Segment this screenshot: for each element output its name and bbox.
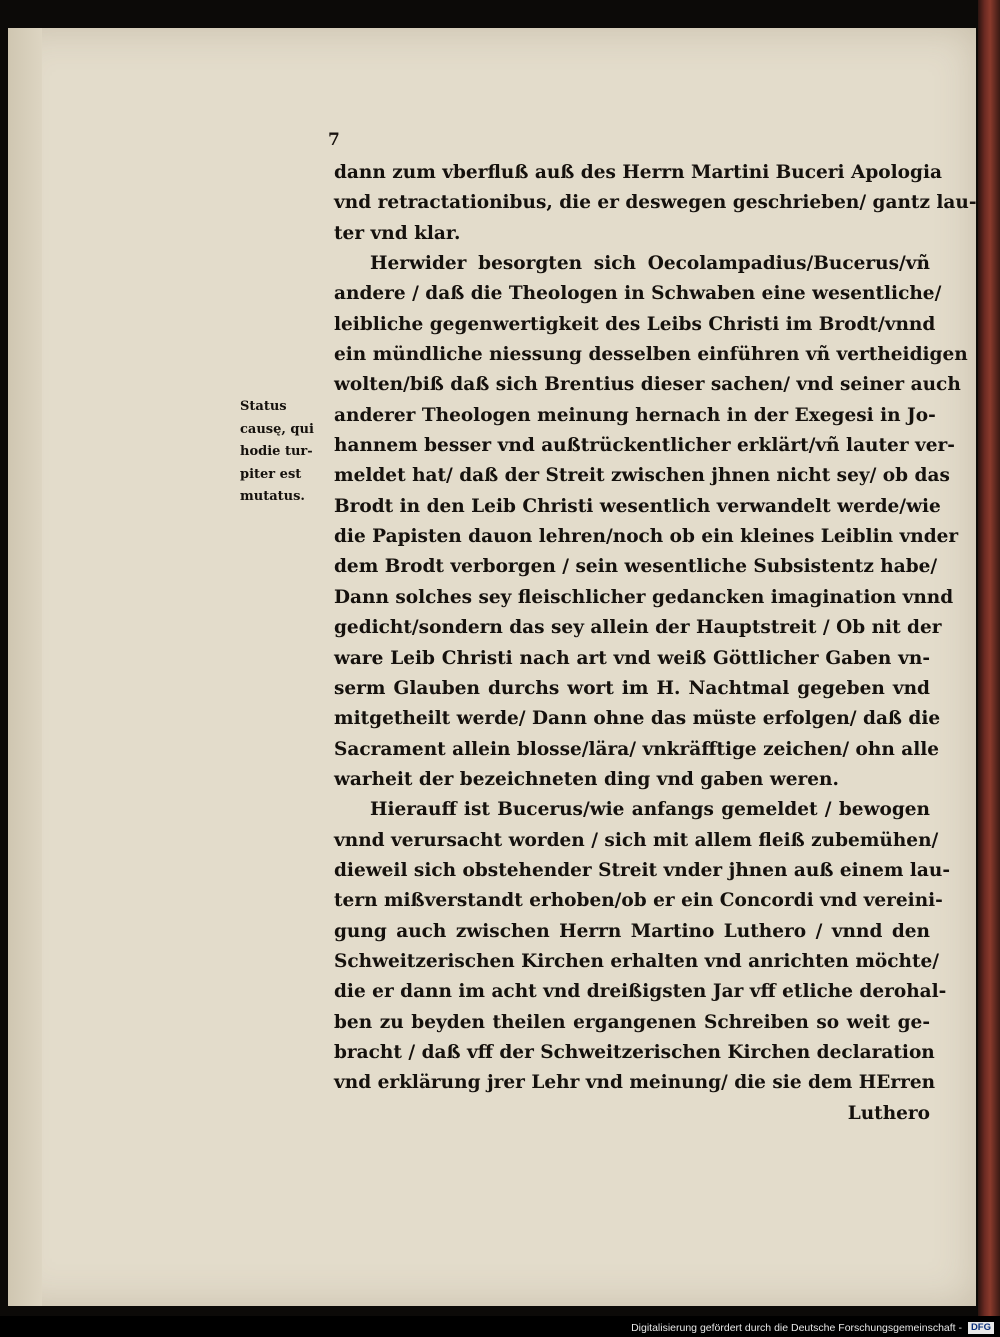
text-line: ein mündliche niessung desselben einführen vñ vertheidigen [334,344,968,366]
margin-note-line: piter est [240,466,302,482]
text-line: andere / daß die Theologen in Schwaben eine wesentliche/ [334,283,942,305]
text-line: wolten/biß daß sich Brentius dieser sachen/ vnd seiner auch [334,374,961,396]
text-line: ter vnd klar. [334,222,461,244]
margin-note [240,396,324,509]
text-line: ben zu beyden theilen ergangenen Schreiben so weit ge- [334,1011,930,1033]
text-line: die er dann im acht vnd dreißigsten Jar vff etliche derohal- [334,981,947,1003]
text-line: tern mißverstandt erhoben/ob er ein Concordi vnd vereini- [334,890,943,912]
text-line: Dann solches sey fleischlicher gedancken imagination vnnd [334,586,954,608]
page-binding-shadow [8,28,42,1306]
text-line: warheit der bezeichneten ding vnd gaben weren. [334,768,839,790]
text-line: dieweil sich obstehender Streit vnder jhnen auß einem lau- [334,859,950,881]
page-number: 7 [328,130,340,150]
text-line: gung auch zwischen Herrn Martino Luthero / vnnd den [334,920,930,942]
text-line: bracht / daß vff der Schweitzerischen Kirchen declaration [334,1041,935,1063]
text-line: Hierauff ist Bucerus/wie anfangs gemeldet / bewogen [370,799,930,821]
text-line: dann zum vberfluß auß des Herrn Martini Buceri Apologia [334,162,942,183]
text-line: Herwider besorgten sich Oecolampadius/Bucerus/vñ [370,253,930,275]
footer-credit: Digitalisierung gefördert durch die Deutsche Forschungsgemeinschaft - [631,1322,962,1334]
margin-note-line: mutatus. [240,489,305,504]
text-line: gedicht/sondern das sey allein der Hauptstreit / Ob nit der [334,617,942,639]
text-line: anderer Theologen meinung hernach in der Exegesi in Jo- [334,404,936,426]
catchword: Luthero [847,1102,930,1124]
text-line: meldet hat/ daß der Streit zwischen jhnen nicht sey/ ob das [334,465,950,487]
text-line: serm Glauben durchs wort im H. Nachtmal gegeben vnd [334,677,930,699]
margin-note-line: causę, qui [240,421,314,437]
dfg-logo-icon: DFG [968,1322,994,1334]
margin-note-line: hodie tur- [240,444,313,459]
book-edge-right [978,0,1000,1316]
text-line: Schweitzerischen Kirchen erhalten vnd anrichten möchte/ [334,950,940,972]
margin-note-line: Status [240,399,287,414]
text-line: dem Brodt verborgen / sein wesentliche Subsistentz habe/ [334,556,938,578]
body-text [334,158,977,1129]
text-line: Sacrament allein blosse/lära/ vnkräfftige zeichen/ ohn alle [334,738,940,760]
text-line: die Papisten dauon lehren/noch ob ein kleines Leiblin vnder [334,526,959,548]
text-line: mitgetheilt werde/ Dann ohne das müste erfolgen/ daß die [334,708,941,730]
text-line: vnd erklärung jrer Lehr vnd meinung/ die sie dem HErren [334,1072,936,1094]
text-line: vnd retractationibus, die er deswegen geschrieben/ gantz lau- [334,192,977,214]
text-line: Brodt in den Leib Christi wesentlich verwandelt werde/wie [334,495,941,517]
text-line: vnnd verursacht worden / sich mit allem fleiß zubemühen/ [334,829,939,851]
text-line: hannem besser vnd außtrückentlicher erklärt/vñ lauter ver- [334,435,955,457]
text-line: ware Leib Christi nach art vnd weiß Göttlicher Gaben vn- [334,647,930,669]
text-line: leibliche gegenwertigkeit des Leibs Christi im Brodt/vnnd [334,313,936,335]
